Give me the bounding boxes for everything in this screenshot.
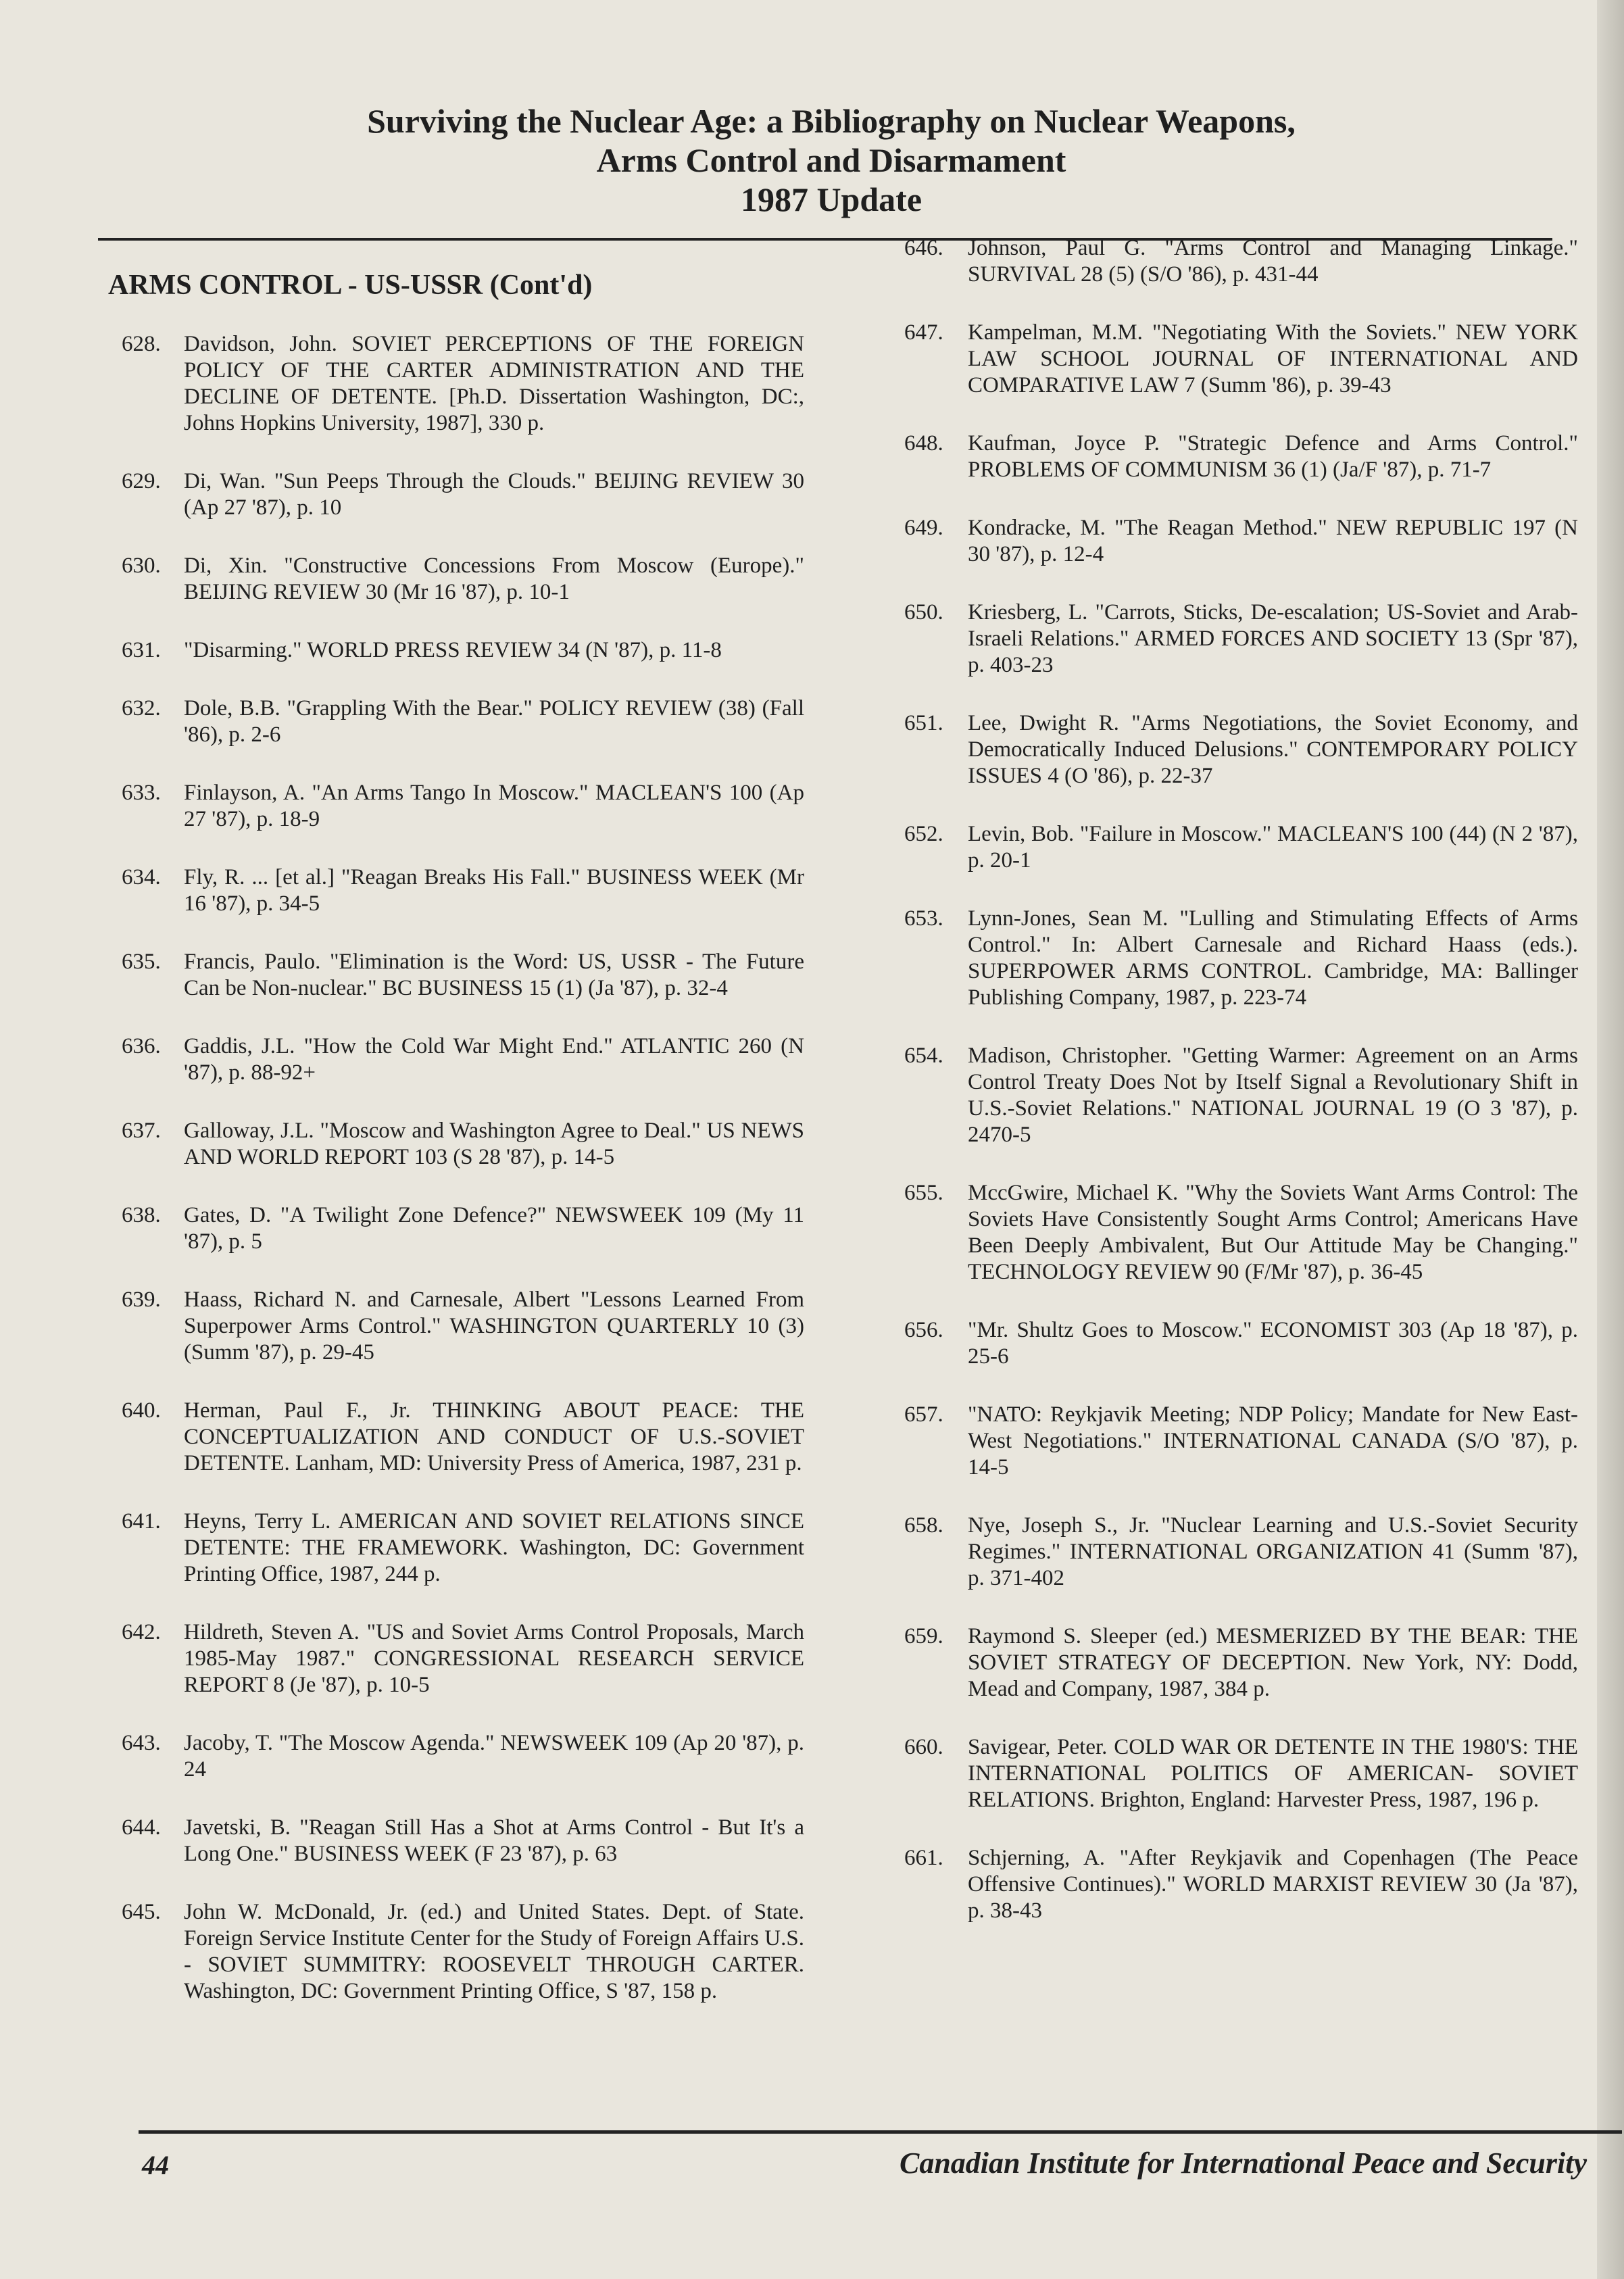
- entry-number: 655.: [904, 1181, 943, 1205]
- bibliography-entry: [101, 331, 804, 437]
- entry-number: 656.: [904, 1318, 943, 1342]
- title-line-3: 1987 Update: [740, 180, 922, 218]
- entry-citation: Fly, R. ... [et al.] "Reagan Breaks His Fall." BUSINESS WEEK (Mr 16 '87), p. 34-5: [184, 865, 804, 916]
- entry-citation: Galloway, J.L. "Moscow and Washington Agree to Deal." US NEWS AND WORLD REPORT 103 (S 28 '87), p. 14-5: [184, 1119, 804, 1169]
- entry-number: 658.: [904, 1513, 943, 1538]
- bibliography-entry: [101, 1033, 804, 1086]
- entry-citation: Nye, Joseph S., Jr. "Nuclear Learning and U.S.-Soviet Security Regimes." INTERNATIONAL ORGANIZATION 41 (Summ '87), p. 371-402: [968, 1513, 1578, 1590]
- bibliography-entry: [101, 695, 804, 748]
- entry-number: 651.: [904, 711, 943, 735]
- entry-number: 630.: [122, 554, 161, 578]
- entry-citation: Gaddis, J.L. "How the Cold War Might End." ATLANTIC 260 (N '87), p. 88-92+: [184, 1034, 804, 1085]
- bibliography-entry: [101, 864, 804, 917]
- entry-number: 644.: [122, 1815, 161, 1840]
- entry-number: 635.: [122, 950, 161, 974]
- bibliography-entry: [101, 468, 804, 521]
- bibliography-entry: [879, 1623, 1578, 1702]
- bibliography-entry: [879, 1402, 1578, 1481]
- bibliography-entry: [101, 1815, 804, 1867]
- bibliography-entry: [879, 1180, 1578, 1285]
- bibliography-entry: [879, 906, 1578, 1011]
- entry-number: 646.: [904, 236, 943, 260]
- entry-citation: Kondracke, M. "The Reagan Method." NEW REPUBLIC 197 (N 30 '87), p. 12-4: [968, 516, 1578, 566]
- bibliography-entry: [101, 1202, 804, 1255]
- entry-number: 634.: [122, 865, 161, 889]
- entry-citation: Madison, Christopher. "Getting Warmer: Agreement on an Arms Control Treaty Does Not by Itself Signal a Revolutionary Shift in U.S.-Soviet Relations." NATIONAL JOURNAL 19 (O 3 '87), p. 2470-5: [968, 1044, 1578, 1147]
- entry-citation: Lee, Dwight R. "Arms Negotiations, the Soviet Economy, and Democratically Induced Delusions." CONTEMPORARY POLICY ISSUES 4 (O '86), p. 22-37: [968, 711, 1578, 788]
- entry-citation: John W. McDonald, Jr. (ed.) and United States. Dept. of State. Foreign Service Institute Center for the Study of Foreign Affairs U.S. - SOVIET SUMMITRY: ROOSEVELT THROUGH CARTER. Washington, DC: Government Printing Office, S '87, 158 p.: [184, 1900, 804, 2003]
- bibliography-entry: [879, 1734, 1578, 1813]
- bibliography-entry: [101, 637, 804, 664]
- entry-citation: Kaufman, Joyce P. "Strategic Defence and Arms Control." PROBLEMS OF COMMUNISM 36 (1) (Ja/F '87), p. 71-7: [968, 431, 1578, 482]
- entry-number: 638.: [122, 1203, 161, 1227]
- entry-citation: "Mr. Shultz Goes to Moscow." ECONOMIST 303 (Ap 18 '87), p. 25-6: [968, 1318, 1578, 1369]
- bibliography-entry: [101, 1398, 804, 1477]
- entry-citation: Di, Xin. "Constructive Concessions From Moscow (Europe)." BEIJING REVIEW 30 (Mr 16 '87), p. 10-1: [184, 554, 804, 604]
- entry-citation: Levin, Bob. "Failure in Moscow." MACLEAN'S 100 (44) (N 2 '87), p. 20-1: [968, 822, 1578, 873]
- entry-citation: Di, Wan. "Sun Peeps Through the Clouds." BEIJING REVIEW 30 (Ap 27 '87), p. 10: [184, 469, 804, 520]
- bibliography-entry: [879, 599, 1578, 679]
- entry-number: 657.: [904, 1402, 943, 1427]
- entry-number: 642.: [122, 1620, 161, 1644]
- entry-citation: Johnson, Paul G. "Arms Control and Managing Linkage." SURVIVAL 28 (5) (S/O '86), p. 431-44: [968, 236, 1578, 287]
- entry-citation: Herman, Paul F., Jr. THINKING ABOUT PEACE: THE CONCEPTUALIZATION AND CONDUCT OF U.S.-SOVIET DETENTE. Lanham, MD: University Press of America, 1987, 231 p.: [184, 1398, 804, 1475]
- entry-number: 641.: [122, 1509, 161, 1534]
- entry-number: 640.: [122, 1398, 161, 1423]
- entry-citation: Raymond S. Sleeper (ed.) MESMERIZED BY THE BEAR: THE SOVIET STRATEGY OF DECEPTION. New York, NY: Dodd, Mead and Company, 1987, 384 p.: [968, 1624, 1578, 1701]
- entry-number: 647.: [904, 320, 943, 345]
- entry-number: 661.: [904, 1846, 943, 1870]
- entry-citation: Savigear, Peter. COLD WAR OR DETENTE IN THE 1980'S: THE INTERNATIONAL POLITICS OF AMERICAN- SOVIET RELATIONS. Brighton, England: Harvester Press, 1987, 196 p.: [968, 1735, 1578, 1812]
- bibliography-entry: [879, 710, 1578, 789]
- entry-citation: Haass, Richard N. and Carnesale, Albert "Lessons Learned From Superpower Arms Control." WASHINGTON QUARTERLY 10 (3) (Summ '87), p. 29-45: [184, 1288, 804, 1365]
- left-entry-list: [101, 331, 804, 2005]
- entry-number: 659.: [904, 1624, 943, 1648]
- entry-citation: "Disarming." WORLD PRESS REVIEW 34 (N '87), p. 11-8: [184, 638, 722, 662]
- entry-citation: Francis, Paulo. "Elimination is the Word: US, USSR - The Future Can be Non-nuclear." BC BUSINESS 15 (1) (Ja '87), p. 32-4: [184, 950, 804, 1000]
- title-line-2: Arms Control and Disarmament: [596, 141, 1066, 179]
- bibliography-entry: [879, 515, 1578, 568]
- bibliography-entry: [101, 1730, 804, 1783]
- entry-number: 633.: [122, 781, 161, 805]
- entry-number: 629.: [122, 469, 161, 493]
- entry-number: 649.: [904, 516, 943, 540]
- bibliography-entry: [879, 1513, 1578, 1592]
- bibliography-entry: [879, 320, 1578, 399]
- bibliography-entry: [879, 1845, 1578, 1924]
- entry-citation: Hildreth, Steven A. "US and Soviet Arms Control Proposals, March 1985-May 1987." CONGRESSIONAL RESEARCH SERVICE REPORT 8 (Je '87), p. 10-5: [184, 1620, 804, 1697]
- entry-citation: MccGwire, Michael K. "Why the Soviets Want Arms Control: The Soviets Have Consistently Sought Arms Control; Americans Have Been Deeply Ambivalent, But Our Attitude May be Changing." TECHNOLOGY REVIEW 90 (F/Mr '87), p. 36-45: [968, 1181, 1578, 1284]
- entry-number: 637.: [122, 1119, 161, 1143]
- footer-rule: [139, 2130, 1622, 2134]
- entry-citation: Heyns, Terry L. AMERICAN AND SOVIET RELATIONS SINCE DETENTE: THE FRAMEWORK. Washington, DC: Government Printing Office, 1987, 244 p.: [184, 1509, 804, 1586]
- entry-number: 631.: [122, 638, 161, 662]
- bibliography-entry: [101, 553, 804, 606]
- title-line-1: Surviving the Nuclear Age: a Bibliography on Nuclear Weapons,: [367, 102, 1296, 140]
- entry-number: 653.: [904, 906, 943, 931]
- section-heading: ARMS CONTROL - US-USSR (Cont'd): [108, 270, 593, 301]
- entry-citation: Dole, B.B. "Grappling With the Bear." POLICY REVIEW (38) (Fall '86), p. 2-6: [184, 696, 804, 747]
- entry-citation: Lynn-Jones, Sean M. "Lulling and Stimulating Effects of Arms Control." In: Albert Carnesale and Richard Haass (eds.). SUPERPOWER ARMS CONTROL. Cambridge, MA: Ballinger Publishing Company, 1987, p. 223-74: [968, 906, 1578, 1010]
- page-title: [155, 101, 1507, 219]
- bibliography-entry: [879, 1043, 1578, 1148]
- bibliography-entry: [101, 949, 804, 1002]
- bibliography-entry: [879, 821, 1578, 874]
- bibliography-entry: [101, 1619, 804, 1698]
- bibliography-entry: [101, 1287, 804, 1366]
- entry-number: 643.: [122, 1731, 161, 1755]
- left-column: [101, 257, 804, 2036]
- entry-citation: Finlayson, A. "An Arms Tango In Moscow." MACLEAN'S 100 (Ap 27 '87), p. 18-9: [184, 781, 804, 831]
- entry-citation: Davidson, John. SOVIET PERCEPTIONS OF THE FOREIGN POLICY OF THE CARTER ADMINISTRATION AND THE DECLINE OF DETENTE. [Ph.D. Dissertation Washington, DC:, Johns Hopkins University, 1987], 330 p.: [184, 332, 804, 435]
- entry-number: 632.: [122, 696, 161, 720]
- bibliography-entry: [101, 1899, 804, 2005]
- bibliography-entry: [879, 431, 1578, 483]
- entry-citation: Javetski, B. "Reagan Still Has a Shot at Arms Control - But It's a Long One." BUSINESS WEEK (F 23 '87), p. 63: [184, 1815, 804, 1866]
- right-entry-list: [879, 235, 1578, 1924]
- entry-number: 654.: [904, 1044, 943, 1068]
- page-number: 44: [142, 2150, 169, 2180]
- bibliography-entry: [101, 780, 804, 833]
- entry-number: 648.: [904, 431, 943, 456]
- entry-number: 636.: [122, 1034, 161, 1058]
- institute-name: Canadian Institute for International Peace and Security: [899, 2147, 1587, 2180]
- page-edge: [1597, 0, 1624, 2279]
- bibliography-entry: [101, 1509, 804, 1588]
- bibliography-entry: [879, 235, 1578, 288]
- entry-number: 645.: [122, 1900, 161, 1924]
- right-column: [879, 235, 1578, 1956]
- entry-number: 650.: [904, 600, 943, 624]
- bibliography-entry: [101, 1118, 804, 1171]
- entry-number: 652.: [904, 822, 943, 846]
- entry-number: 628.: [122, 332, 161, 356]
- entry-citation: Gates, D. "A Twilight Zone Defence?" NEWSWEEK 109 (My 11 '87), p. 5: [184, 1203, 804, 1254]
- entry-citation: Kriesberg, L. "Carrots, Sticks, De-escalation; US-Soviet and Arab-Israeli Relations." ARMED FORCES AND SOCIETY 13 (Spr '87), p. 403-23: [968, 600, 1578, 677]
- entry-citation: Kampelman, M.M. "Negotiating With the Soviets." NEW YORK LAW SCHOOL JOURNAL OF INTERNATIONAL AND COMPARATIVE LAW 7 (Summ '86), p. 39-43: [968, 320, 1578, 397]
- entry-number: 639.: [122, 1288, 161, 1312]
- entry-citation: "NATO: Reykjavik Meeting; NDP Policy; Mandate for New East-West Negotiations." INTERNATIONAL CANADA (S/O '87), p. 14-5: [968, 1402, 1578, 1479]
- entry-number: 660.: [904, 1735, 943, 1759]
- entry-citation: Jacoby, T. "The Moscow Agenda." NEWSWEEK 109 (Ap 20 '87), p. 24: [184, 1731, 804, 1782]
- entry-citation: Schjerning, A. "After Reykjavik and Copenhagen (The Peace Offensive Continues)." WORLD MARXIST REVIEW 30 (Ja '87), p. 38-43: [968, 1846, 1578, 1923]
- bibliography-entry: [879, 1317, 1578, 1370]
